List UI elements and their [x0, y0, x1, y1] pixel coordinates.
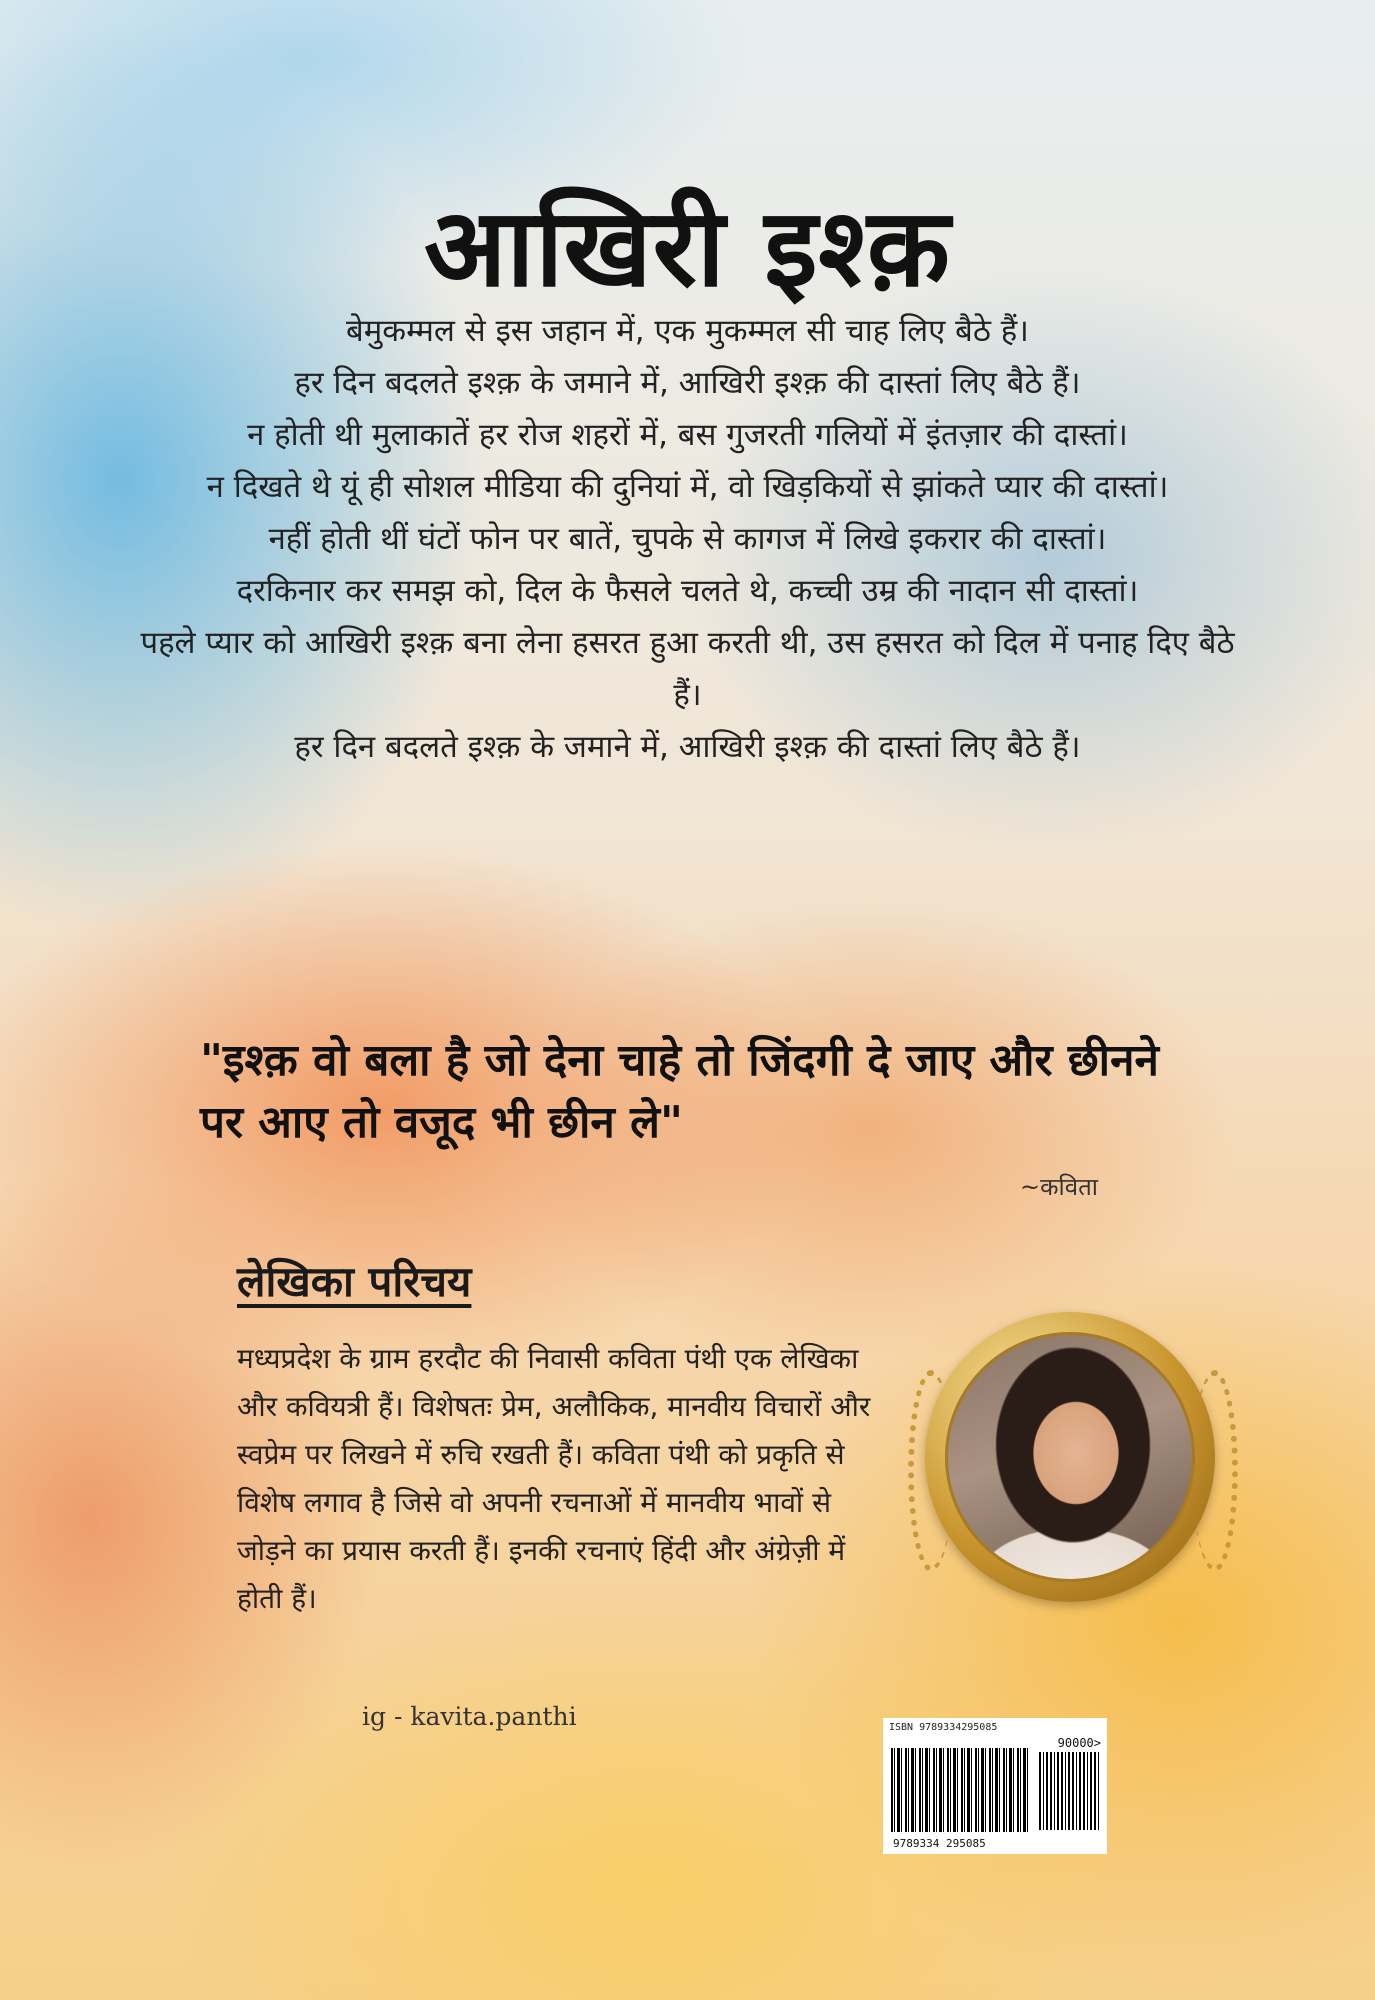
poem-line: पहले प्यार को आखिरी इश्क़ बना लेना हसरत हुआ करती थी, उस हसरत को दिल में पनाह दिए बैठे हैं। [140, 625, 1235, 713]
isbn-label: ISBN 9789334295085 [889, 1722, 998, 1733]
author-portrait [945, 1332, 1195, 1582]
quote-author: ~कविता [1020, 1173, 1098, 1201]
book-title: आखिरी इश्क़ [423, 186, 952, 311]
poem [140, 305, 1235, 773]
bio-heading: लेखिका परिचय [237, 1257, 472, 1306]
poem-line: दरकिनार कर समझ को, दिल के फैसले चलते थे, कच्ची उम्र की नादान सी दास्तां। [236, 573, 1139, 609]
poem-line: न होती थी मुलाकातें हर रोज शहरों में, बस गुजरती गलियों में इंतज़ार की दास्तां। [247, 417, 1128, 453]
barcode-addon: 90000> [1057, 1736, 1101, 1750]
poem-line: न दिखते थे यूं ही सोशल मीडिया की दुनियां में, वो खिड़कियों से झांकते प्यार की दास्तां। [206, 469, 1169, 505]
poem-line: नहीं होती थीं घंटों फोन पर बातें, चुपके से कागज में लिखे इकरार की दास्तां। [268, 521, 1107, 557]
barcode-addon-bars [1039, 1752, 1099, 1830]
instagram-handle: ig - kavita.panthi [362, 1702, 577, 1731]
poem-line: हर दिन बदलते इश्क़ के जमाने में, आखिरी इश्क़ की दास्तां लिए बैठे हैं। [294, 729, 1081, 765]
isbn-barcode [883, 1718, 1107, 1854]
author-portrait-frame [925, 1312, 1215, 1602]
poem-line: हर दिन बदलते इश्क़ के जमाने में, आखिरी इश्क़ की दास्तां लिए बैठे हैं। [294, 365, 1081, 401]
barcode-bars [891, 1748, 1031, 1832]
barcode-digits: 9789334 295085 [893, 1837, 986, 1850]
poem-line: बेमुकम्मल से इस जहान में, एक मुकम्मल सी चाह लिए बैठे हैं। [346, 313, 1029, 349]
quote-text: "इश्क़ वो बला है जो देना चाहे तो जिंदगी दे जाए और छीनने पर आए तो वजूद भी छीन ले" [200, 1035, 1159, 1148]
bio-text: मध्यप्रदेश के ग्राम हरदौट की निवासी कविता पंथी एक लेखिका और कवियत्री हैं। विशेषतः प्रेम, अलौकिक, मानवीय विचारों और स्वप्रेम पर लिखने में रुचि रखती हैं। कविता पंथी को प्रकृति से विशेष लगाव है जिसे वो अपनी रचनाओं में मानवीय भावों से जोड़ने का प्रयास करती हैं। इनकी रचनाएं हिंदी और अंग्रेज़ी में होती हैं। [237, 1342, 871, 1615]
